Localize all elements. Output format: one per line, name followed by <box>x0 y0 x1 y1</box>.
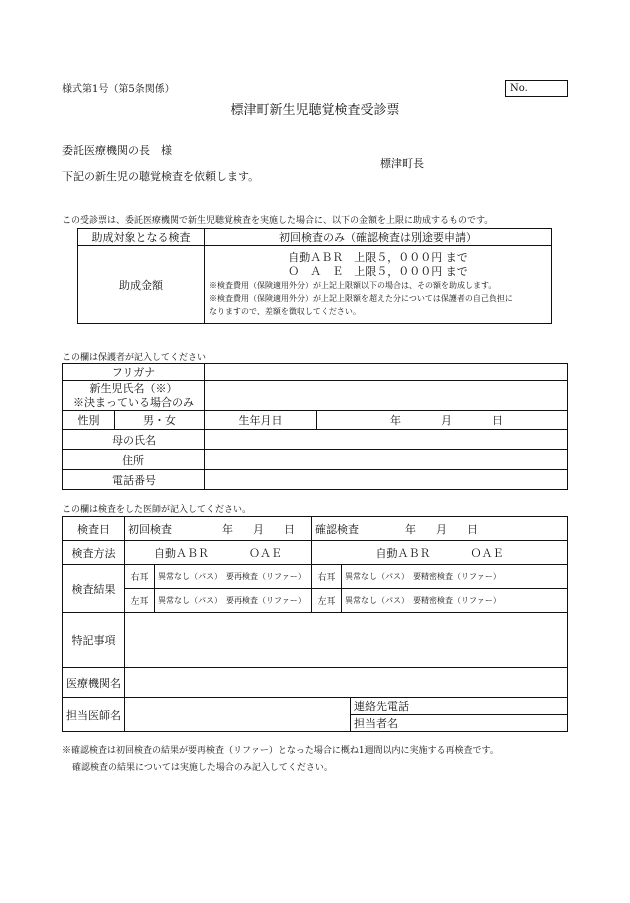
confirm-method[interactable] <box>312 541 568 565</box>
contact-phone-label[interactable]: 連絡先電話 <box>351 698 568 715</box>
baby-name-title: 新生児氏名（※） <box>89 381 178 395</box>
normal-option: 異常なし（パス） <box>158 572 218 581</box>
note-2a: ※検査費用（保険適用外分）が上記上限額を超えた分については保護者の自己負担に <box>209 294 513 303</box>
initial-oae: ＯＡＥ <box>249 546 282 560</box>
note-2b: なりますので、差額を徴収してください。 <box>209 307 361 316</box>
confirm-abr: 自動ＡＢＲ <box>375 546 431 560</box>
initial-left-result[interactable] <box>155 589 312 613</box>
target-label: 助成対象となる検査 <box>78 229 205 246</box>
page-title: 標津町新生児聴覚検査受診票 <box>230 103 400 118</box>
confirm-left-result[interactable] <box>342 589 568 613</box>
amount-cell <box>205 246 552 324</box>
confirm-right-result[interactable] <box>342 565 568 589</box>
physician-label: 担当医師名 <box>63 698 125 732</box>
confirm-right-ear: 右耳 <box>312 565 342 589</box>
doctor-caption: この欄は検査をした医師が記入してください。 <box>62 505 252 515</box>
address-label: 住所 <box>63 450 205 470</box>
addressee: 委託医療機関の長 様 <box>62 144 172 157</box>
baby-name-label <box>63 381 205 411</box>
normal-option: 異常なし（パス） <box>158 596 218 605</box>
mother-label: 母の氏名 <box>63 430 205 450</box>
confirm-day: 日 <box>467 522 478 536</box>
remarks-field[interactable] <box>125 613 568 668</box>
amount-label: 助成金額 <box>78 246 205 324</box>
recheck-option: 要再検査（リファー） <box>226 596 306 605</box>
result-label: 検査結果 <box>63 565 125 613</box>
dob-year: 年 <box>390 414 402 427</box>
no-label: No. <box>510 83 528 94</box>
confirm-label: 確認検査 <box>315 522 359 536</box>
form-number: 様式第1号（第5条関係） <box>62 84 175 95</box>
detailed-option: 要精密検査（リファー） <box>413 596 501 605</box>
guardian-table <box>62 363 568 490</box>
furigana-field[interactable] <box>205 364 568 381</box>
baby-name-note: ※決まっている場合のみ <box>73 395 194 409</box>
initial-abr: 自動ＡＢＲ <box>154 546 209 560</box>
initial-method[interactable] <box>125 541 312 565</box>
phone-field[interactable] <box>205 470 568 490</box>
recheck-option: 要再検査（リファー） <box>226 572 306 581</box>
number-box[interactable] <box>505 80 568 97</box>
note-1: ※検査費用（保険適用外分）が上記上限額以下の場合は、その額を助成します。 <box>209 281 497 290</box>
confirm-oae: ＯＡＥ <box>470 546 504 560</box>
dob-day: 日 <box>492 414 504 427</box>
footnote-2: 確認検査の結果については実施した場合のみ記入してください。 <box>72 763 333 773</box>
initial-year: 年 <box>222 522 233 536</box>
initial-month: 月 <box>253 522 264 536</box>
sex-label: 性別 <box>63 411 115 430</box>
initial-label: 初回検査 <box>128 522 172 536</box>
exam-date-label: 検査日 <box>63 517 125 541</box>
physician-field[interactable] <box>125 698 351 732</box>
footnote-1: ※確認検査は初回検査の結果が要再検査（リファー）となった場合に概ね1週間以内に実施する再検査です。 <box>62 746 499 756</box>
doctor-table <box>62 516 568 732</box>
phone-label: 電話番号 <box>63 470 205 490</box>
confirm-left-ear: 左耳 <box>312 589 342 613</box>
normal-option: 異常なし（パス） <box>345 596 405 605</box>
normal-option: 異常なし（パス） <box>345 572 405 581</box>
furigana-label: フリガナ <box>63 364 205 381</box>
contact-person-label[interactable]: 担当者名 <box>351 715 568 732</box>
initial-left-ear: 左耳 <box>125 589 155 613</box>
mother-field[interactable] <box>205 430 568 450</box>
institution-field[interactable] <box>125 668 568 698</box>
confirm-date-field[interactable] <box>312 517 568 541</box>
initial-date-field[interactable] <box>125 517 312 541</box>
detailed-option: 要精密検査（リファー） <box>413 572 501 581</box>
dob-field[interactable] <box>317 411 568 430</box>
guardian-caption: この欄は保護者が記入してください <box>62 353 207 363</box>
address-field[interactable] <box>205 450 568 470</box>
initial-right-result[interactable] <box>155 565 312 589</box>
abr-limit: 自動ＡＢＲ 上限５，０００円 まで <box>288 251 468 264</box>
subsidy-table <box>77 228 552 324</box>
baby-name-field[interactable] <box>205 381 568 411</box>
remarks-label: 特記事項 <box>63 613 125 668</box>
confirm-year: 年 <box>405 522 416 536</box>
dob-label: 生年月日 <box>205 411 317 430</box>
confirm-month: 月 <box>436 522 447 536</box>
request-text: 下記の新生児の聴覚検査を依頼します。 <box>62 170 260 183</box>
initial-right-ear: 右耳 <box>125 565 155 589</box>
dob-month: 月 <box>441 414 453 427</box>
target-value: 初回検査のみ（確認検査は別途要申請） <box>205 229 552 246</box>
initial-day: 日 <box>284 522 295 536</box>
institution-label: 医療機関名 <box>63 668 125 698</box>
sex-options[interactable]: 男・女 <box>115 411 205 430</box>
oae-limit: Ｏ Ａ Ｅ 上限５，０００円 まで <box>288 265 468 278</box>
subsidy-intro: この受診票は、委託医療機関で新生児聴覚検査を実施した場合に、以下の金額を上限に助成するものです。 <box>62 216 494 226</box>
issuer: 標津町長 <box>380 157 424 170</box>
method-label: 検査方法 <box>63 541 125 565</box>
